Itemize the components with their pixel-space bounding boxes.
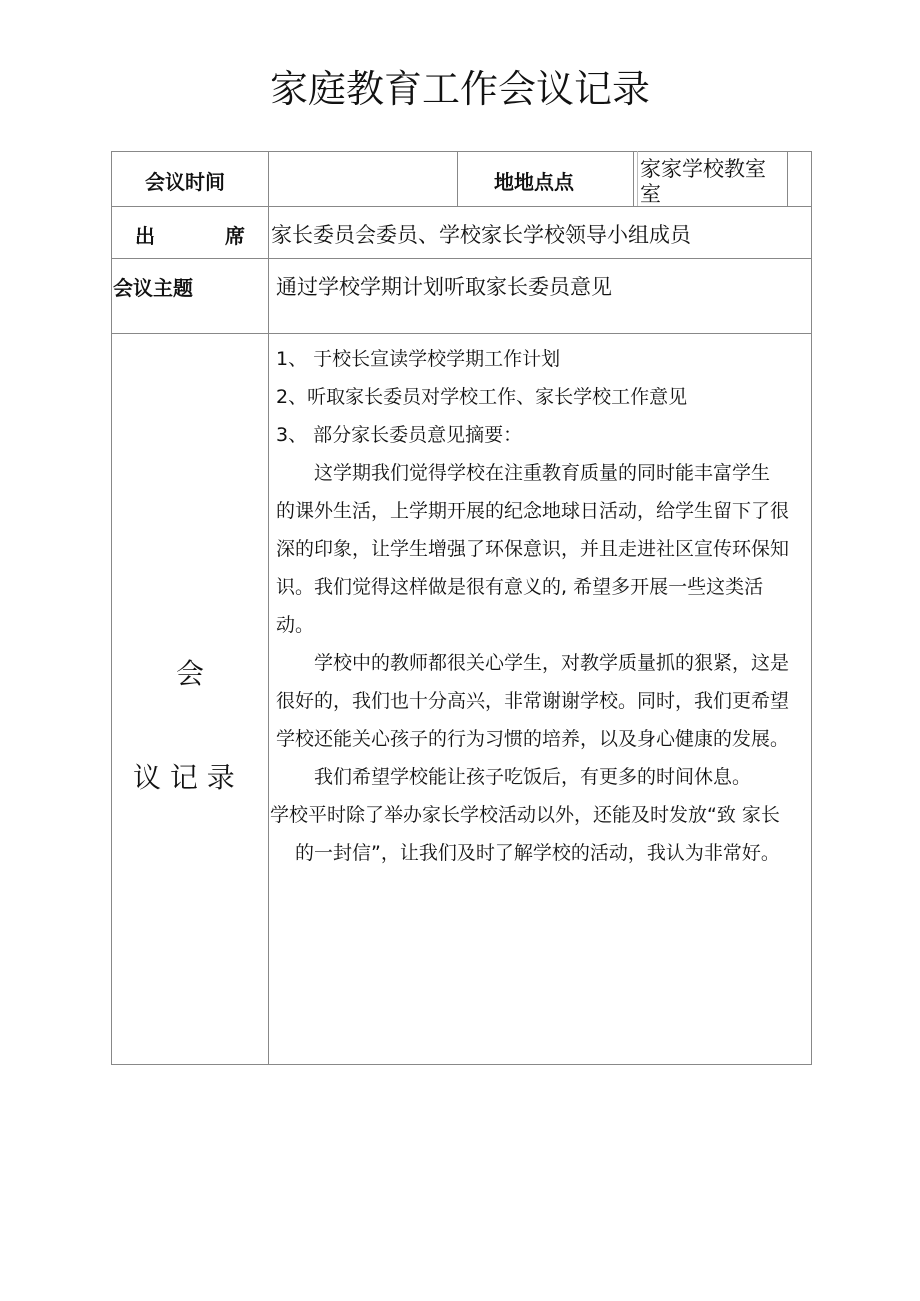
- record-line: 学校平时除了举办家长学校活动以外，还能及时发放“致 家长: [270, 804, 780, 826]
- record-line: 学校还能关心孩子的行为习惯的培养，以及身心健康的发展。: [276, 728, 790, 750]
- place-label: 地地点点: [494, 170, 574, 194]
- record-label: 议 记 录: [133, 761, 235, 794]
- table-border: [633, 151, 634, 206]
- table-border: [787, 151, 788, 206]
- place-value: 家家学校教室: [640, 157, 766, 181]
- record-label: 会: [176, 657, 205, 690]
- topic-label: 会议主题: [113, 276, 193, 300]
- record-line: 1、 于校长宣读学校学期工作计划: [276, 348, 561, 370]
- table-border: [111, 151, 812, 152]
- table-border: [111, 151, 112, 1065]
- table-border: [111, 258, 812, 259]
- time-label: 会议时间: [145, 170, 225, 194]
- attend-label: 席: [225, 224, 245, 248]
- table-border: [811, 151, 812, 1065]
- record-line: 学校中的教师都很关心学生，对教学质量抓的狠紧，这是: [276, 652, 790, 674]
- topic-value: 通过学校学期计划听取家长委员意见: [276, 275, 612, 299]
- table-border: [111, 206, 812, 207]
- record-line: 很好的，我们也十分高兴，非常谢谢学校。同时，我们更希望: [276, 690, 790, 712]
- record-line: 3、 部分家长委员意见摘要：: [276, 424, 523, 446]
- table-border: [111, 333, 812, 334]
- table-border: [457, 151, 458, 206]
- table-border: [111, 1064, 812, 1065]
- document-title: 家庭教育工作会议记录: [269, 67, 650, 111]
- attend-label: 出: [135, 224, 155, 248]
- record-line: 的一封信”，让我们及时了解学校的活动，我认为非常好。: [276, 842, 780, 864]
- record-line: 识。我们觉得这样做是很有意义的, 希望多开展一些这类活: [276, 576, 764, 598]
- record-line: 动。: [276, 614, 315, 636]
- table-border: [268, 151, 269, 1065]
- record-content: [270, 340, 811, 872]
- attend-value: 家长委员会委员、学校家长学校领导小组成员: [271, 223, 691, 247]
- record-line: 2、听取家长委员对学校工作、家长学校工作意见: [276, 386, 688, 408]
- place-value-wrap: 室: [640, 182, 661, 205]
- record-line: 我们希望学校能让孩子吃饭后，有更多的时间休息。: [276, 766, 752, 788]
- record-line: 深的印象，让学生增强了环保意识，并且走进社区宣传环保知: [276, 538, 790, 560]
- record-line: 这学期我们觉得学校在注重教育质量的同时能丰富学生: [276, 462, 771, 484]
- table-border: [637, 151, 638, 206]
- record-line: 的课外生活，上学期开展的纪念地球日活动，给学生留下了很: [276, 500, 790, 522]
